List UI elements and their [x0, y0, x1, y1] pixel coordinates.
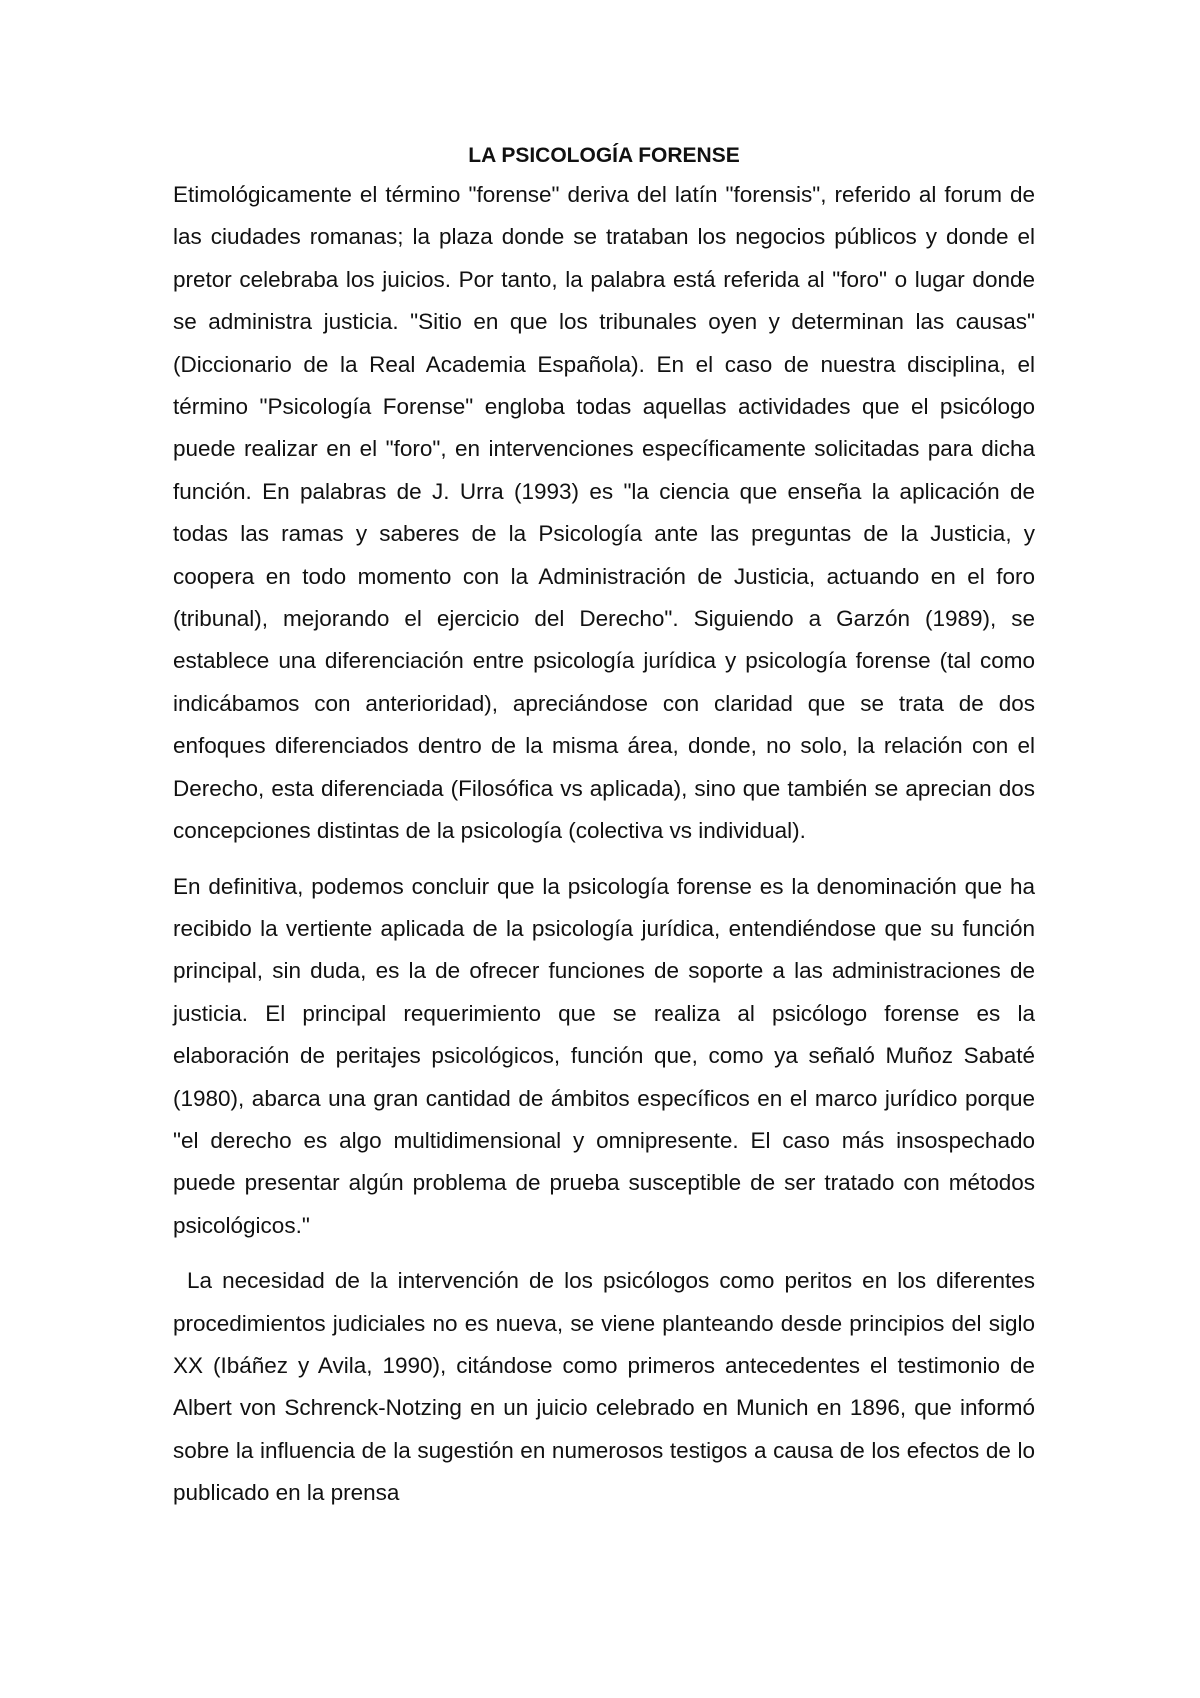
paragraph-history: La necesidad de la intervención de los psicólogos como peritos en los diferentes procedimientos judiciales no es nueva, se viene planteando desde principios del siglo XX (Ibáñez y Avila, 1990), citándose como primeros antecedentes el testimonio de Albert von Schrenck-Notzing en un juicio celebrado en Munich en 1896, que informó sobre la influencia de la sugestión en numerosos testigos a causa de los efectos de lo publicado en la prensa [173, 1268, 1035, 1506]
paragraph-etymology: Etimológicamente el término "forense" deriva del latín "forensis", referido al forum de las ciudades romanas; la plaza donde se trataban los negocios públicos y donde el pretor celebraba los juicios. Por tanto, la palabra está referida al "foro" o lugar donde se administra justicia. "Sitio en que los tribunales oyen y determinan las causas" (Diccionario de la Real Academia Española). En el caso de nuestra disciplina, el término "Psicología Forense" engloba todas aquellas actividades que el psicólogo puede realizar en el "foro", en intervenciones específicamente solicitadas para dicha función. En palabras de J. Urra (1993) es "la ciencia que enseña la aplicación de todas las ramas y saberes de la Psicología ante las preguntas de la Justicia, y coopera en todo momento con la Administración de Justicia, actuando en el foro (tribunal), mejorando el ejercicio del Derecho". Siguiendo a Garzón (1989), se establece una diferenciación entre psicología jurídica y psicología forense (tal como indicábamos con anterioridad), apreciándose con claridad que se trata de dos enfoques diferenciados dentro de la misma área, donde, no solo, la relación con el Derecho, esta diferenciada (Filosófica vs aplicada), sino que también se aprecian dos concepciones distintas de la psicología (colectiva vs individual). [173, 182, 1035, 844]
document-title: LA PSICOLOGÍA FORENSE [468, 144, 740, 167]
paragraph-definition: En definitiva, podemos concluir que la psicología forense es la denominación que ha recibido la vertiente aplicada de la psicología jurídica, entendiéndose que su función principal, sin duda, es la de ofrecer funciones de soporte a las administraciones de justicia. El principal requerimiento que se realiza al psicólogo forense es la elaboración de peritajes psicológicos, función que, como ya señaló Muñoz Sabaté (1980), abarca una gran cantidad de ámbitos específicos en el marco jurídico porque "el derecho es algo multidimensional y omnipresente. El caso más insospechado puede presentar algún problema de prueba susceptible de ser tratado con métodos psicológicos." [173, 873, 1035, 1238]
document-body [173, 142, 1035, 1515]
